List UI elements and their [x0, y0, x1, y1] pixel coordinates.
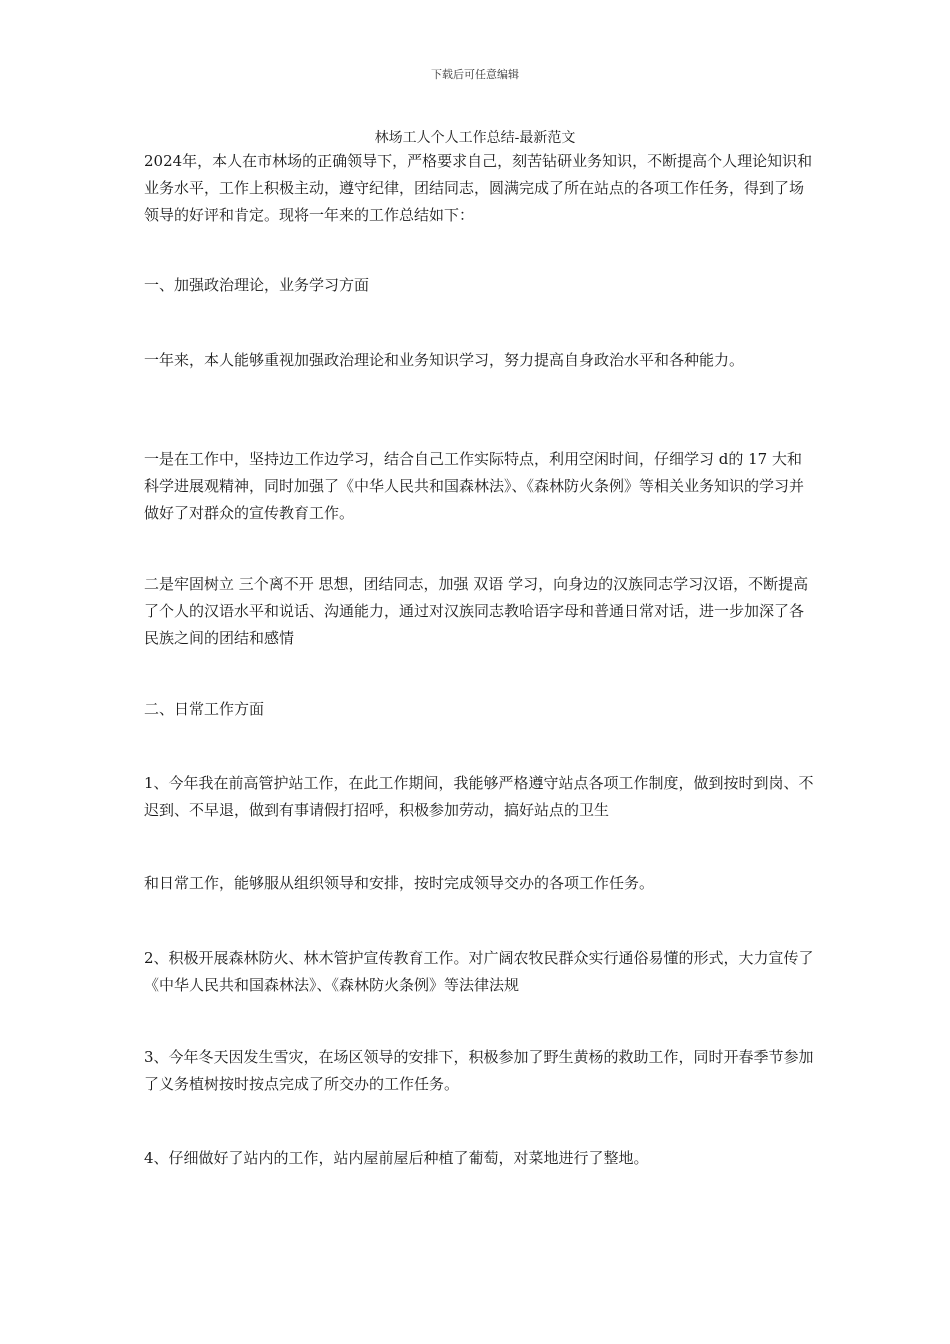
paragraph-point-two: 二是牢固树立 三个离不开 思想，团结同志，加强 双语 学习，向身边的汉族同志学习汉语，不断提高了个人的汉语水平和说话、沟通能力，通过对汉族同志教哈语字母和普通日常对话，进一步加深了各民族之间的团结和感情 [144, 575, 809, 647]
section-heading-1: 一、加强政治理论，业务学习方面 [144, 276, 370, 294]
header-note: 下载后可任意编辑 [431, 68, 519, 81]
paragraph-item-4: 4、仔细做好了站内的工作，站内屋前屋后种植了葡萄，对菜地进行了整地。 [144, 1149, 649, 1167]
paragraph-point-one: 一是在工作中，坚持边工作边学习，结合自己工作实际特点，利用空闲时间，仔细学习 d的 17 大和科学进展观精神，同时加强了《中华人民共和国森林法》、《森林防火条例》等相关业务知识的学习并做好了对群众的宣传教育工作。 [144, 450, 805, 522]
paragraph-item-3: 3、今年冬天因发生雪灾，在场区领导的安排下，积极参加了野生黄杨的救助工作，同时开春季节参加了义务植树按时按点完成了所交办的工作任务。 [144, 1048, 814, 1093]
paragraph-item-2: 2、积极开展森林防火、林木管护宣传教育工作。对广阔农牧民群众实行通俗易懂的形式，大力宣传了《中华人民共和国森林法》、《森林防火条例》等法律法规 [144, 949, 814, 994]
document-title: 林场工人个人工作总结-最新范文 [374, 130, 576, 146]
paragraph-study: 一年来，本人能够重视加强政治理论和业务知识学习，努力提高自身政治水平和各种能力。 [144, 351, 745, 369]
section-heading-2: 二、日常工作方面 [144, 700, 265, 718]
intro-paragraph: 2024年，本人在市林场的正确领导下，严格要求自己，刻苦钻研业务知识，不断提高个人理论知识和业务水平，工作上积极主动，遵守纪律，团结同志，圆满完成了所在站点的各项工作任务，得到了场领导的好评和肯定。现将一年来的工作总结如下： [144, 152, 813, 224]
paragraph-item-1-cont: 和日常工作，能够服从组织领导和安排，按时完成领导交办的各项工作任务。 [144, 874, 655, 892]
paragraph-item-1: 1、今年我在前高管护站工作，在此工作期间，我能够严格遵守站点各项工作制度，做到按时到岗、不迟到、不早退，做到有事请假打招呼，积极参加劳动，搞好站点的卫生 [144, 774, 814, 819]
